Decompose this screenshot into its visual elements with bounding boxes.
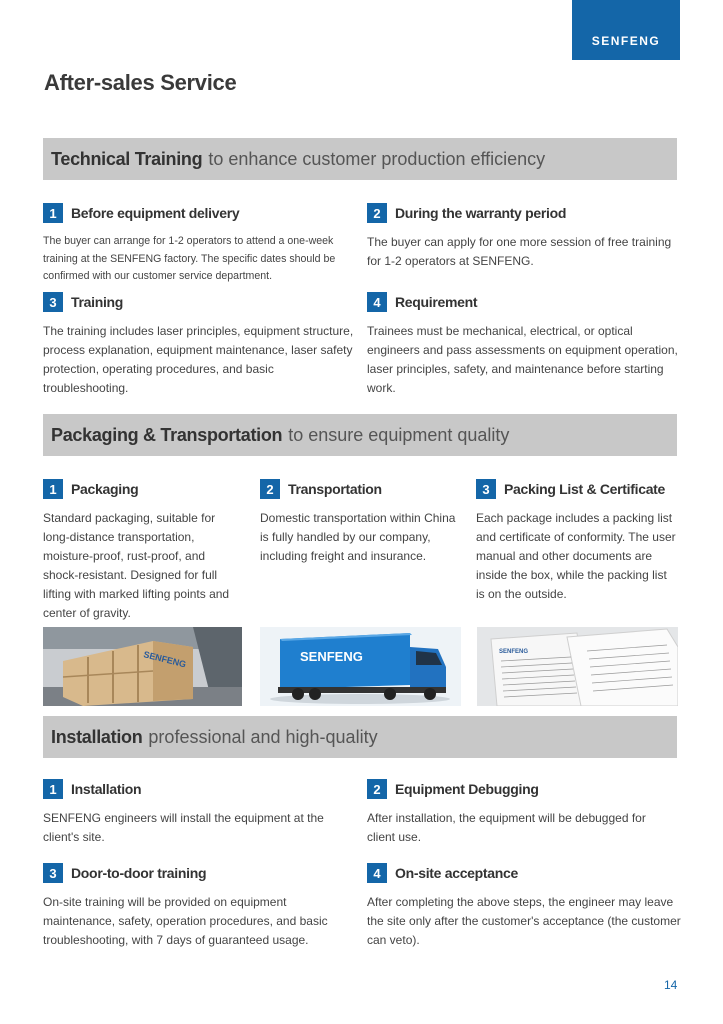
truck-brand-label: SENFENG [300,649,363,664]
item-title: Door-to-door training [71,865,207,881]
item-title: During the warranty period [395,205,567,221]
section-header-training [43,138,677,180]
item-text: Trainees must be mechanical, electrical, or optical engineers and pass assessments on equipment operation, laser principles, safety, and maintenance before starting work. [367,324,678,395]
number-badge: 3 [476,479,496,499]
number-badge: 1 [43,779,63,799]
number-badge: 1 [43,479,63,499]
section-subtitle: to enhance customer production efficiency [208,148,546,169]
item-title: Training [71,294,124,310]
number-badge: 3 [43,863,63,883]
item-text: After completing the above steps, the engineer may leave the site only after the customer's acceptance (the customer can veto). [367,895,681,947]
packaging-item-3 [476,479,678,604]
truck-photo [260,627,461,706]
item-title: Requirement [395,294,478,310]
page-number: 14 [664,978,678,992]
item-text: The buyer can arrange for 1-2 operators to attend a one-week training at the SENFENG factory. The specific dates should be confirmed with our customer service department. [43,235,336,282]
number-badge: 3 [43,292,63,312]
document-brand-label: SENFENG [499,649,529,655]
item-title: Packing List & Certificate [504,481,666,497]
item-text: After installation, the equipment will be debugged for client use. [367,811,646,844]
number-badge: 2 [367,203,387,223]
number-badge: 1 [43,203,63,223]
item-title: Installation [71,781,142,797]
number-badge: 4 [367,863,387,883]
item-text: Each package includes a packing list and certificate of conformity. The user manual and other documents are inside the box, while the packing list is on the outside. [476,511,676,601]
training-item-3 [43,292,361,398]
installation-item-3 [43,863,343,950]
installation-item-1 [43,779,343,847]
item-title: Equipment Debugging [395,781,539,797]
item-text: Standard packaging, suitable for long-distance transportation, moisture-proof, rust-proof, and shock-resistant. Designed for full lifting with marked lifting points and center of gravity. [43,511,230,620]
item-title: On-site acceptance [395,865,518,881]
item-text: Domestic transportation within China is fully handled by our company, including freight and insurance. [260,511,456,563]
number-badge: 2 [367,779,387,799]
document-photo [477,627,678,706]
item-title: Before equipment delivery [71,205,240,221]
section-title: Packaging & Transportation [51,424,283,445]
number-badge: 2 [260,479,280,499]
item-text: The buyer can apply for one more session of free training for 1-2 operators at SENFENG. [367,235,672,268]
training-item-1 [43,203,353,286]
crate-photo [43,627,242,706]
item-text: On-site training will be provided on equipment maintenance, safety, operation procedures, and basic troubleshooting, with 7 days of guaranteed usage. [43,895,328,947]
installation-item-4 [367,863,681,950]
training-item-2 [367,203,679,271]
section-subtitle: professional and high-quality [148,726,378,747]
section-title: Technical Training [51,148,203,169]
number-badge: 4 [367,292,387,312]
item-title: Transportation [288,481,382,497]
page-title: After-sales Service [44,70,237,95]
brand-tab: SENFENG [572,0,680,60]
packaging-item-2 [260,479,460,566]
item-text: The training includes laser principles, equipment structure, process explanation, equipment maintenance, laser safety protection, operating procedures, and basic troubleshooting. [43,324,354,395]
crate-brand-label: SENFENG [142,649,188,670]
section-header-installation [43,716,677,758]
section-title: Installation [51,726,143,747]
item-title: Packaging [71,481,139,497]
training-item-4 [367,292,681,398]
packaging-item-1 [43,479,243,623]
section-subtitle: to ensure equipment quality [288,424,510,445]
installation-item-2 [367,779,677,847]
item-text: SENFENG engineers will install the equipment at the client's site. [43,811,324,844]
section-header-packaging [43,414,677,456]
